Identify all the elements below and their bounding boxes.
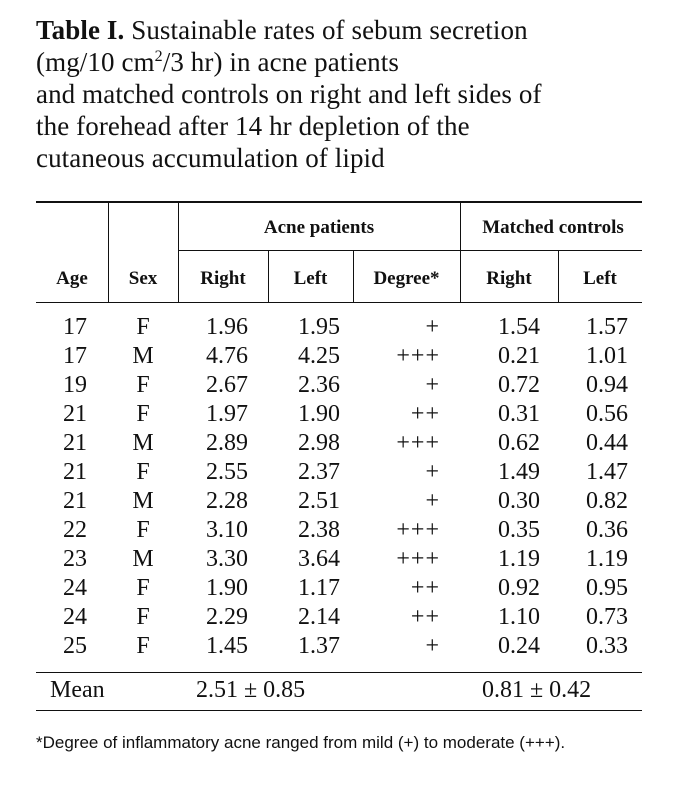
cell-degree: +	[425, 314, 440, 340]
cell-age: 25	[63, 633, 87, 659]
table-row	[0, 545, 680, 574]
cell-controls-right: 1.54	[498, 314, 540, 340]
cell-acne-right: 1.96	[206, 314, 248, 340]
table-row	[0, 632, 680, 661]
table-row	[0, 574, 680, 603]
caption-line-2a: (mg/10 cm	[36, 47, 155, 77]
caption-line-2	[36, 46, 656, 78]
cell-acne-left: 2.38	[298, 517, 340, 543]
mean-acne: 2.51 ± 0.85	[196, 677, 306, 703]
cell-sex: F	[136, 633, 150, 659]
cell-age: 24	[63, 575, 87, 601]
cell-age: 17	[63, 314, 87, 340]
cell-sex: F	[136, 604, 150, 630]
mean-label: Mean	[50, 677, 105, 703]
cell-acne-right: 1.45	[206, 633, 248, 659]
cell-acne-right: 2.28	[206, 488, 248, 514]
cell-controls-right: 0.92	[498, 575, 540, 601]
cell-sex: M	[132, 343, 154, 369]
cell-age: 23	[63, 546, 87, 572]
cell-age: 17	[63, 343, 87, 369]
caption-superscript: 2	[154, 48, 163, 65]
caption-line-3: and matched controls on right and left sides of	[36, 79, 542, 109]
table-row	[0, 458, 680, 487]
cell-sex: F	[136, 314, 150, 340]
table-row	[0, 400, 680, 429]
cell-sex: M	[132, 430, 154, 456]
cell-controls-left: 0.95	[586, 575, 628, 601]
caption-line-2b: /3 hr) in acne patients	[162, 47, 399, 77]
cell-controls-right: 0.30	[498, 488, 540, 514]
cell-acne-right: 1.90	[206, 575, 248, 601]
header-degree: Degree*	[373, 268, 440, 289]
cell-age: 21	[63, 488, 87, 514]
cell-sex: F	[136, 401, 150, 427]
cell-acne-left: 1.17	[298, 575, 340, 601]
cell-age: 24	[63, 604, 87, 630]
header-controls-left: Left	[583, 268, 617, 289]
cell-sex: M	[132, 488, 154, 514]
caption-lead: Table I.	[36, 15, 125, 45]
cell-controls-right: 0.35	[498, 517, 540, 543]
cell-controls-left: 0.94	[586, 372, 628, 398]
cell-degree: +++	[396, 343, 440, 369]
cell-acne-left: 2.36	[298, 372, 340, 398]
cell-acne-left: 2.51	[298, 488, 340, 514]
cell-acne-right: 3.10	[206, 517, 248, 543]
cell-controls-right: 1.19	[498, 546, 540, 572]
cell-age: 22	[63, 517, 87, 543]
cell-controls-left: 0.44	[586, 430, 628, 456]
cell-acne-left: 2.14	[298, 604, 340, 630]
cell-acne-left: 1.95	[298, 314, 340, 340]
cell-age: 19	[63, 372, 87, 398]
cell-acne-right: 2.89	[206, 430, 248, 456]
cell-degree: +	[425, 459, 440, 485]
header-acne-right: Right	[200, 268, 246, 289]
cell-controls-right: 0.24	[498, 633, 540, 659]
cell-age: 21	[63, 401, 87, 427]
cell-degree: +	[425, 372, 440, 398]
cell-acne-right: 1.97	[206, 401, 248, 427]
cell-acne-right: 3.30	[206, 546, 248, 572]
cell-controls-left: 0.36	[586, 517, 628, 543]
cell-controls-right: 1.10	[498, 604, 540, 630]
cell-degree: ++	[410, 575, 440, 601]
table-caption	[36, 14, 656, 174]
caption-line-1	[36, 14, 656, 46]
cell-acne-right: 2.55	[206, 459, 248, 485]
caption-line-5: cutaneous accumulation of lipid	[36, 143, 385, 173]
cell-sex: M	[132, 546, 154, 572]
cell-degree: +++	[396, 517, 440, 543]
cell-acne-left: 4.25	[298, 343, 340, 369]
caption-line-1-text: Sustainable rates of sebum secretion	[131, 15, 528, 45]
cell-controls-left: 0.82	[586, 488, 628, 514]
cell-age: 21	[63, 459, 87, 485]
cell-acne-right: 2.29	[206, 604, 248, 630]
cell-controls-left: 0.73	[586, 604, 628, 630]
table-row	[0, 487, 680, 516]
cell-sex: F	[136, 459, 150, 485]
header-sex: Sex	[128, 268, 158, 289]
table-row	[0, 429, 680, 458]
header-bottom-rule	[36, 302, 642, 303]
cell-controls-right: 1.49	[498, 459, 540, 485]
cell-age: 21	[63, 430, 87, 456]
header-matched-controls: Matched controls	[482, 217, 624, 238]
table-bottom-rule	[36, 710, 642, 711]
cell-degree: +++	[396, 546, 440, 572]
cell-controls-right: 0.72	[498, 372, 540, 398]
cell-degree: ++	[410, 604, 440, 630]
cell-controls-right: 0.21	[498, 343, 540, 369]
cell-degree: +	[425, 633, 440, 659]
cell-sex: F	[136, 372, 150, 398]
header-acne-left: Left	[293, 268, 328, 289]
cell-acne-right: 4.76	[206, 343, 248, 369]
table-footnote: *Degree of inflammatory acne ranged from mild (+) to moderate (+++).	[36, 733, 566, 752]
table-row	[0, 371, 680, 400]
header-age: Age	[56, 268, 88, 289]
cell-controls-right: 0.31	[498, 401, 540, 427]
cell-acne-right: 2.67	[206, 372, 248, 398]
cell-acne-left: 1.90	[298, 401, 340, 427]
table-row	[0, 603, 680, 632]
cell-acne-left: 2.98	[298, 430, 340, 456]
caption-line-4: the forehead after 14 hr depletion of the	[36, 111, 470, 141]
header-acne-patients: Acne patients	[263, 217, 375, 238]
header-controls-right: Right	[486, 268, 532, 289]
cell-acne-left: 3.64	[298, 546, 340, 572]
cell-controls-left: 1.19	[586, 546, 628, 572]
table-top-rule	[36, 201, 642, 203]
mean-controls: 0.81 ± 0.42	[482, 677, 592, 703]
cell-controls-left: 0.56	[586, 401, 628, 427]
cell-sex: F	[136, 517, 150, 543]
cell-controls-left: 1.01	[586, 343, 628, 369]
cell-controls-right: 0.62	[498, 430, 540, 456]
table-row	[0, 342, 680, 371]
cell-controls-left: 1.57	[586, 314, 628, 340]
cell-acne-left: 2.37	[298, 459, 340, 485]
cell-degree: +++	[396, 430, 440, 456]
group-header-rule	[178, 250, 642, 251]
table-row	[0, 313, 680, 342]
cell-degree: +	[425, 488, 440, 514]
table-row	[0, 516, 680, 545]
cell-sex: F	[136, 575, 150, 601]
cell-acne-left: 1.37	[298, 633, 340, 659]
cell-controls-left: 1.47	[586, 459, 628, 485]
cell-degree: ++	[410, 401, 440, 427]
mean-top-rule	[36, 672, 642, 673]
cell-controls-left: 0.33	[586, 633, 628, 659]
